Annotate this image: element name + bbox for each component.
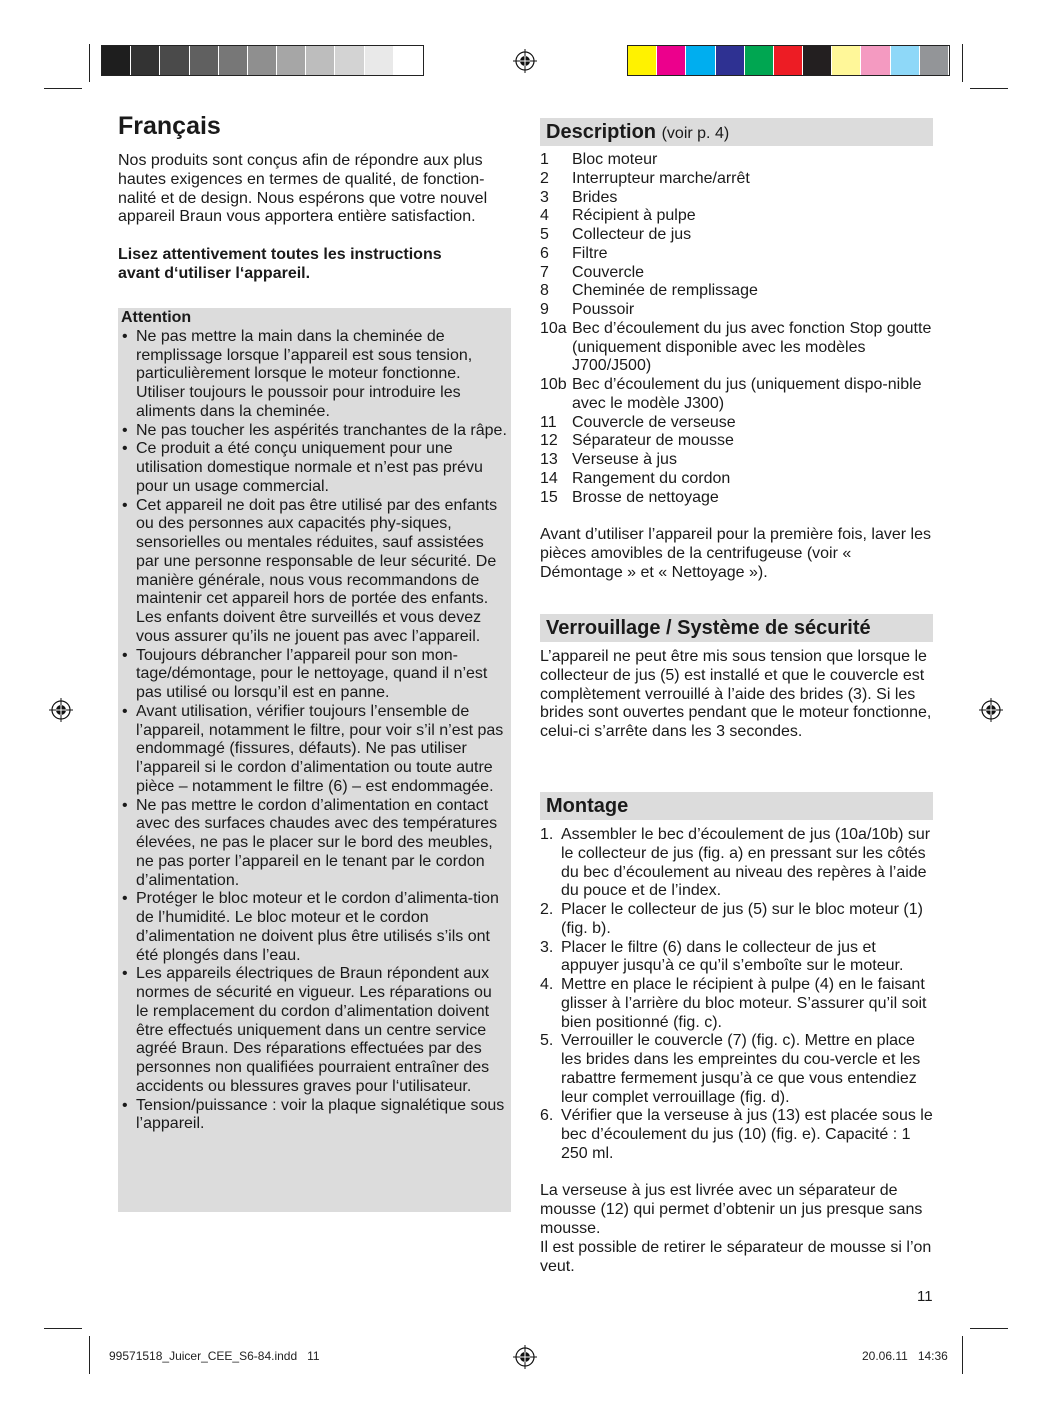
list-item — [540, 489, 940, 508]
intro-line: Nos produits sont conçus afin de répondre aux plus — [118, 152, 483, 169]
assembly-steps — [540, 826, 935, 1164]
step-number: 1. — [540, 826, 554, 843]
item-number: 5 — [540, 226, 549, 243]
list-item — [540, 170, 940, 189]
item-label: Récipient à pulpe — [572, 207, 696, 225]
step-item — [540, 1032, 935, 1107]
grayscale-calibration-bar — [101, 45, 424, 76]
page-number: 11 — [917, 1288, 933, 1305]
first-use-note: Avant d’utiliser l’appareil pour la première fois, laver les pièces amovibles de la centrifugeuse (voir « Démontage » et « Nettoyage »). — [540, 526, 931, 581]
attention-item: • Tension/puissance : voir la plaque signalétique sous l’appareil. — [121, 1097, 507, 1135]
step-number: 6. — [540, 1107, 554, 1125]
item-label: Couvercle — [572, 263, 645, 281]
step-number: 5. — [540, 1032, 554, 1050]
calibration-swatch — [920, 46, 949, 75]
list-item — [540, 264, 940, 283]
item-label: Poussoir — [572, 301, 635, 318]
list-item — [540, 207, 940, 226]
item-label: Rangement du cordon — [572, 469, 731, 487]
list-item — [540, 301, 940, 320]
list-item — [540, 282, 940, 301]
list-item — [540, 245, 940, 264]
read-instructions-line: Lisez attentivement toutes les instructions — [118, 246, 442, 263]
description-list — [540, 151, 940, 507]
list-item — [540, 470, 940, 489]
list-item — [540, 414, 940, 433]
calibration-swatch — [861, 46, 890, 75]
attention-box — [118, 308, 511, 1212]
registration-mark-icon — [979, 698, 1003, 722]
assembly-heading: Montage — [540, 792, 933, 820]
list-item — [540, 376, 940, 414]
calibration-swatch — [628, 46, 657, 75]
step-item — [540, 1107, 935, 1163]
step-item — [540, 939, 935, 977]
crop-mark — [962, 1336, 963, 1374]
item-number: 8 — [540, 282, 549, 300]
description-heading-ref: (voir p. 4) — [661, 125, 730, 142]
item-number: 10b — [540, 376, 567, 393]
item-label: Couvercle de verseuse — [572, 413, 736, 431]
step-item — [540, 976, 935, 1032]
step-text: Assembler le bec d’écoulement de jus (10a/10b) sur le collecteur de jus (fig. a) en pressant sur les côtés du bec d’écoulement au niveau des repères à l’aide du pouce et de l’index. — [561, 826, 931, 900]
list-item — [540, 226, 940, 245]
attention-item: • Ne pas mettre le cordon d’alimentation en contact avec des surfaces chaudes avec des températures élevées, ne pas le placer sur le bord des meubles, ne pas porter l’appareil en le tenant par le cordon d’alimentation. — [121, 797, 507, 891]
calibration-swatch — [365, 46, 394, 75]
item-label: Bloc moteur — [572, 151, 658, 168]
step-item — [540, 901, 935, 939]
calibration-swatch — [277, 46, 306, 75]
registration-mark-icon — [513, 1345, 537, 1369]
item-label: Collecteur de jus — [572, 226, 692, 243]
step-item — [540, 826, 935, 901]
attention-item: • Avant utilisation, vérifier toujours l’ensemble de l’appareil, notamment le filtre, pour voir s’il n’est pas endommagé (fissures, défauts). Ne pas utiliser l’appareil si le cordon d’alimentation ou toute autre pièce – notamment le filtre (6) – est endommagée. — [121, 703, 507, 797]
calibration-swatch — [832, 46, 861, 75]
calibration-swatch — [102, 46, 131, 75]
item-label: Bec d’écoulement du jus avec fonction Stop goutte (uniquement disponible avec les modèles J700/J500) — [572, 319, 932, 375]
attention-item: • Ce produit a été conçu uniquement pour une utilisation domestique normale et n’est pas prévu pour un usage commercial. — [121, 440, 507, 496]
list-item — [540, 432, 940, 451]
registration-mark-icon — [49, 698, 73, 722]
item-label: Verseuse à jus — [572, 451, 677, 468]
crop-mark — [962, 44, 963, 82]
intro-line: appareil Braun vous apportera entière satisfaction. — [118, 208, 476, 226]
attention-item: • Ne pas mettre la main dans la cheminée de remplissage lorsque l’appareil est sous tension, particulièrement lorsque le moteur fonctionne. Utiliser toujours le poussoir pour introduire les aliments dans la cheminée. — [121, 328, 507, 422]
step-text: Vérifier que la verseuse à jus (13) est placée sous le bec d’écoulement du jus (10) (fig. e). Capacité : 1 250 ml. — [561, 1107, 933, 1162]
foam-separator-removal-note: Il est possible de retirer le séparateur de mousse si l’on veut. — [540, 1239, 932, 1275]
calibration-swatch — [891, 46, 920, 75]
calibration-swatch — [394, 46, 423, 75]
calibration-swatch — [219, 46, 248, 75]
intro-line: nalité et de design. Nous espérons que votre nouvel — [118, 189, 488, 207]
item-label: Séparateur de mousse — [572, 432, 734, 450]
step-text: Verrouiller le couvercle (7) (fig. c). Mettre en place les brides dans les empreintes du cou-vercle et les rabattre fermement jusqu’à ce que vous entendiez leur complet verrouillage (fig. d). — [561, 1032, 921, 1106]
item-label: Cheminée de remplissage — [572, 282, 758, 300]
footer-date-time: 20.06.11 14:36 — [862, 1349, 948, 1363]
list-item — [540, 151, 940, 170]
step-number: 2. — [540, 901, 554, 918]
read-instructions-line: avant d‘utiliser l‘appareil. — [118, 264, 311, 282]
item-number: 14 — [540, 469, 558, 487]
item-number: 12 — [540, 432, 558, 450]
attention-item: • Toujours débrancher l’appareil pour son mon-tage/démontage, pour le nettoyage, quand il n’est pas utilisé ou lorsqu’il est en panne. — [121, 647, 507, 703]
page-title: Français — [118, 112, 221, 140]
registration-mark-icon — [513, 49, 537, 73]
crop-mark — [89, 1336, 90, 1374]
calibration-swatch — [190, 46, 219, 75]
calibration-swatch — [686, 46, 715, 75]
color-calibration-bar — [627, 45, 950, 76]
crop-mark — [970, 1328, 1008, 1329]
crop-mark — [89, 44, 90, 82]
item-number: 3 — [540, 188, 549, 206]
locking-paragraph: L’appareil ne peut être mis sous tension que lorsque le collecteur de jus (5) est installé et que le couvercle est complètement verrouillé à l’aide des brides (3). Si les brides sont ouvertes pendant que le moteur fonctionne, celui-ci s’arrête dans les 3 secondes. — [540, 648, 932, 740]
item-number: 11 — [540, 413, 557, 431]
description-heading — [540, 118, 933, 146]
item-label: Interrupteur marche/arrêt — [572, 169, 750, 187]
description-heading-label: Description — [546, 121, 657, 143]
attention-item: • Les appareils électriques de Braun répondent aux normes de sécurité en vigueur. Les réparations ou le remplacement du cordon d’alimentation doivent être effectués uniquement dans un centre service agréé Braun. Des réparations effectuées par des personnes non qualifiées pourraient entraîner des accidents ou blessures graves pour l‘utilisateur. — [121, 965, 507, 1096]
attention-item: • Ne pas toucher les aspérités tranchantes de la râpe. — [121, 422, 507, 441]
crop-mark — [44, 88, 82, 89]
item-number: 2 — [540, 169, 549, 187]
step-number: 3. — [540, 938, 554, 956]
item-number: 9 — [540, 301, 549, 318]
item-label: Bec d’écoulement du jus (uniquement dispo-nible avec le modèle J300) — [572, 376, 922, 412]
item-number: 10a — [540, 319, 567, 337]
intro-line: hautes exigences en termes de qualité, de fonction- — [118, 170, 485, 188]
attention-item: • Protéger le bloc moteur et le cordon d’alimenta-tion de l’humidité. Le bloc moteur et le cordon d’alimentation ne doivent plus être utilisés s’ils ont été plongés dans l’eau. — [121, 890, 507, 965]
step-text: Placer le filtre (6) dans le collecteur de jus et appuyer jusqu’à ce qu’il s’emboîte sur le moteur. — [561, 938, 904, 975]
locking-heading: Verrouillage / Système de sécurité — [540, 614, 933, 642]
calibration-swatch — [248, 46, 277, 75]
item-number: 13 — [540, 451, 558, 468]
step-text: Mettre en place le récipient à pulpe (4) en le faisant glisser à l’arrière du bloc moteur. S’assurer qu’il soit bien positionné (fig. c). — [561, 976, 927, 1031]
calibration-swatch — [131, 46, 160, 75]
foam-separator-note: La verseuse à jus est livrée avec un séparateur de mousse (12) qui permet d’obtenir un jus presque sans mousse. — [540, 1182, 923, 1237]
item-label: Brides — [572, 188, 618, 206]
calibration-swatch — [745, 46, 774, 75]
list-item — [540, 189, 940, 208]
calibration-swatch — [160, 46, 189, 75]
calibration-swatch — [803, 46, 832, 75]
item-number: 15 — [540, 488, 558, 506]
footer-file-info: 99571518_Juicer_CEE_S6-84.indd 11 — [109, 1349, 320, 1363]
step-number: 4. — [540, 976, 554, 993]
item-label: Brosse de nettoyage — [572, 488, 719, 506]
attention-item: • Cet appareil ne doit pas être utilisé par des enfants ou des personnes aux capacités phy-siques, sensorielles ou mentales réduites, sauf assistées par une personne responsable de leur sécurité. De manière générale, nous vous recommandons de maintenir cet appareil hors de portée des enfants. Les enfants doivent être surveillés et vous devez vous assurer qu’ils ne jouent pas avec l’appareil. — [121, 497, 507, 647]
calibration-swatch — [306, 46, 335, 75]
attention-list — [121, 328, 507, 1134]
calibration-swatch — [716, 46, 745, 75]
calibration-swatch — [774, 46, 803, 75]
item-number: 4 — [540, 207, 549, 225]
item-number: 6 — [540, 244, 549, 262]
crop-mark — [970, 88, 1008, 89]
intro-paragraph — [118, 152, 518, 227]
crop-mark — [44, 1328, 82, 1329]
item-label: Filtre — [572, 244, 608, 262]
attention-heading: Attention — [121, 309, 192, 326]
list-item — [540, 451, 940, 470]
step-text: Placer le collecteur de jus (5) sur le bloc moteur (1) (fig. b). — [561, 901, 923, 937]
read-instructions-note — [118, 246, 518, 284]
item-number: 1 — [540, 151, 549, 168]
calibration-swatch — [335, 46, 364, 75]
calibration-swatch — [657, 46, 686, 75]
list-item — [540, 320, 940, 376]
item-number: 7 — [540, 263, 549, 281]
